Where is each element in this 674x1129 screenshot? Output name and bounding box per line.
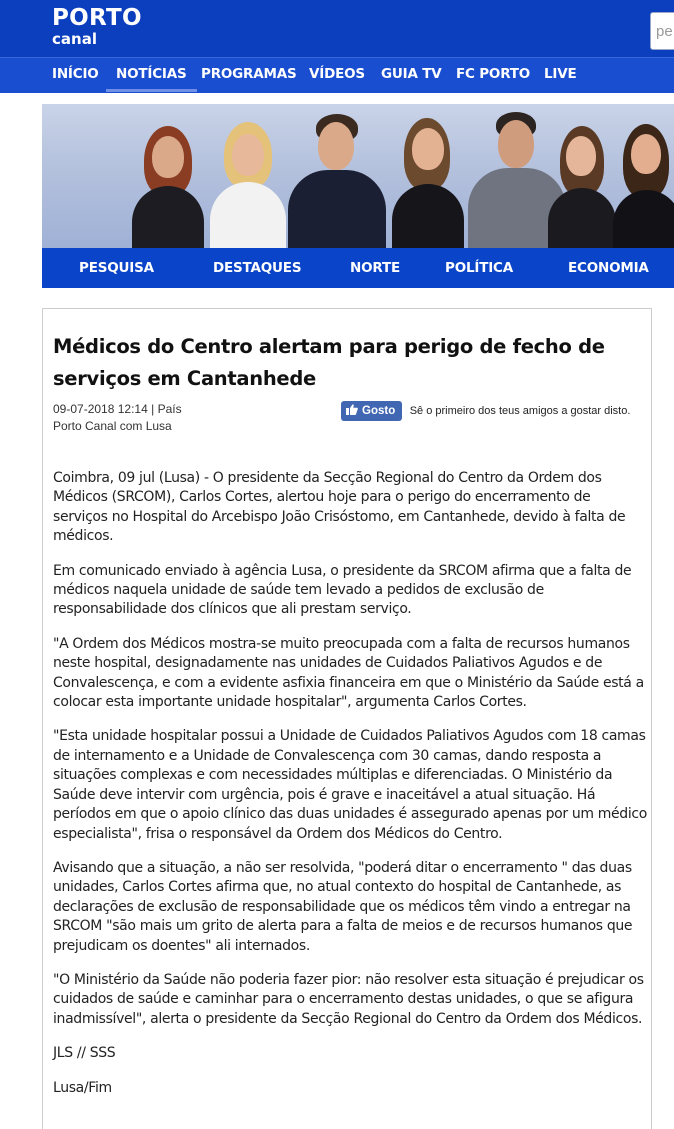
article-paragraph: Em comunicado enviado à agência Lusa, o presidente da SRCOM afirma que a falta de médicos naquela unidade de saúde tem levado a pedidos de exclusão de responsabilidade dos clínicos que ali prestam serviço. — [53, 562, 632, 618]
subnav-item-norte[interactable]: NORTE — [350, 260, 400, 276]
subnav-item-destaques[interactable]: DESTAQUES — [213, 260, 302, 276]
presenter-figure — [202, 118, 292, 248]
site-header — [0, 0, 674, 57]
article-container — [42, 308, 652, 1129]
presenter-figure — [282, 108, 392, 248]
nav-item-videos[interactable]: VÍDEOS — [309, 66, 365, 82]
article-end-mark: Lusa/Fim — [53, 1079, 112, 1096]
meta-separator: | — [151, 402, 155, 416]
article-date: 09-07-2018 12:14 — [53, 402, 148, 416]
search-input[interactable] — [650, 12, 674, 50]
article-title: Médicos do Centro alertam para perigo de fecho de serviços em Cantanhede — [53, 335, 605, 390]
site-logo[interactable] — [52, 6, 142, 47]
facebook-like-button[interactable] — [341, 401, 402, 421]
logo-porto-text: PORTO — [52, 5, 142, 31]
presenters-banner — [42, 104, 674, 248]
main-nav — [0, 57, 674, 93]
nav-item-guia-tv[interactable]: GUIA TV — [381, 66, 442, 82]
article-paragraph: "Esta unidade hospitalar possui a Unidade de Cuidados Paliativos Agudos com 18 camas de internamento e a Unidade de Convalescença com 30 camas, dando resposta a situações complexas e com necessidades múltiplas e diferenciadas. O Ministério da Saúde deve intervir com urgência, pois é grave e inaceitável a atual situação. Há períodos em que o apoio clínico das duas unidades é assegurado apenas por um médico especialista", frisa o responsável da Ordem dos Médicos do Centro. — [53, 728, 647, 842]
thumbs-up-icon — [346, 404, 358, 415]
article-body — [53, 469, 648, 1113]
nav-item-noticias[interactable]: NOTÍCIAS — [106, 58, 197, 92]
article-category-link[interactable]: País — [157, 402, 182, 416]
article-source: Porto Canal com Lusa — [53, 419, 172, 433]
article-signature: JLS // SSS — [53, 1045, 116, 1062]
section-nav — [42, 248, 674, 288]
article-meta — [53, 401, 182, 435]
nav-item-inicio[interactable]: INÍCIO — [52, 66, 99, 82]
subnav-item-pesquisa[interactable]: PESQUISA — [79, 260, 154, 276]
article-paragraph: "O Ministério da Saúde não poderia fazer pior: não resolver esta situação é prejudicar os cuidados de saúde e caminhar para o encerramento destas unidades, o que se afigura inadmissível", alerta o presidente da Secção Regional do Centro da Ordem dos Médicos. — [53, 971, 644, 1027]
logo-canal-text: canal — [52, 30, 97, 48]
presenter-figure — [382, 114, 472, 248]
facebook-like-label: Gosto — [362, 405, 396, 417]
nav-item-programas[interactable]: PROGRAMAS — [201, 66, 297, 82]
facebook-like-text: Sê o primeiro dos teus amigos a gostar disto. — [409, 405, 631, 417]
nav-item-live[interactable]: LIVE — [544, 66, 577, 82]
facebook-like-widget — [341, 401, 630, 423]
article-paragraph: Avisando que a situação, a não ser resolvida, "poderá ditar o encerramento " das duas unidades, Carlos Cortes afirma que, no atual contexto do hospital de Cantanhede, as declarações de exclusão de responsabilidade que os médicos têm vindo a entregar na SRCOM "são mais um grito de alerta para a falta de meios e de recursos humanos que prejudicam os doentes" ali internados. — [53, 859, 633, 954]
presenter-figure — [122, 118, 212, 248]
subnav-item-politica[interactable]: POLÍTICA — [445, 260, 513, 276]
article-paragraph: Coimbra, 09 jul (Lusa) - O presidente da Secção Regional do Centro da Ordem dos Médicos (SRCOM), Carlos Cortes, alertou hoje para o perigo do encerramento de serviços no Hospital do Arcebispo João Crisóstomo, em Cantanhede, devido à falta de médicos. — [53, 470, 626, 545]
subnav-item-economia[interactable]: ECONOMIA — [568, 260, 649, 276]
presenter-figure — [607, 118, 674, 248]
search-placeholder: pe — [656, 23, 673, 40]
article-paragraph: "A Ordem dos Médicos mostra-se muito preocupada com a falta de recursos humanos neste hospital, designadamente nas unidades de Cuidados Paliativos Agudos e de Convalescença, e com a evidente asfixia financeira em que o Ministério da Saúde está a colocar esta importante unidade hospitalar", argumenta Carlos Cortes. — [53, 635, 644, 711]
nav-item-fc-porto[interactable]: FC PORTO — [456, 66, 531, 82]
